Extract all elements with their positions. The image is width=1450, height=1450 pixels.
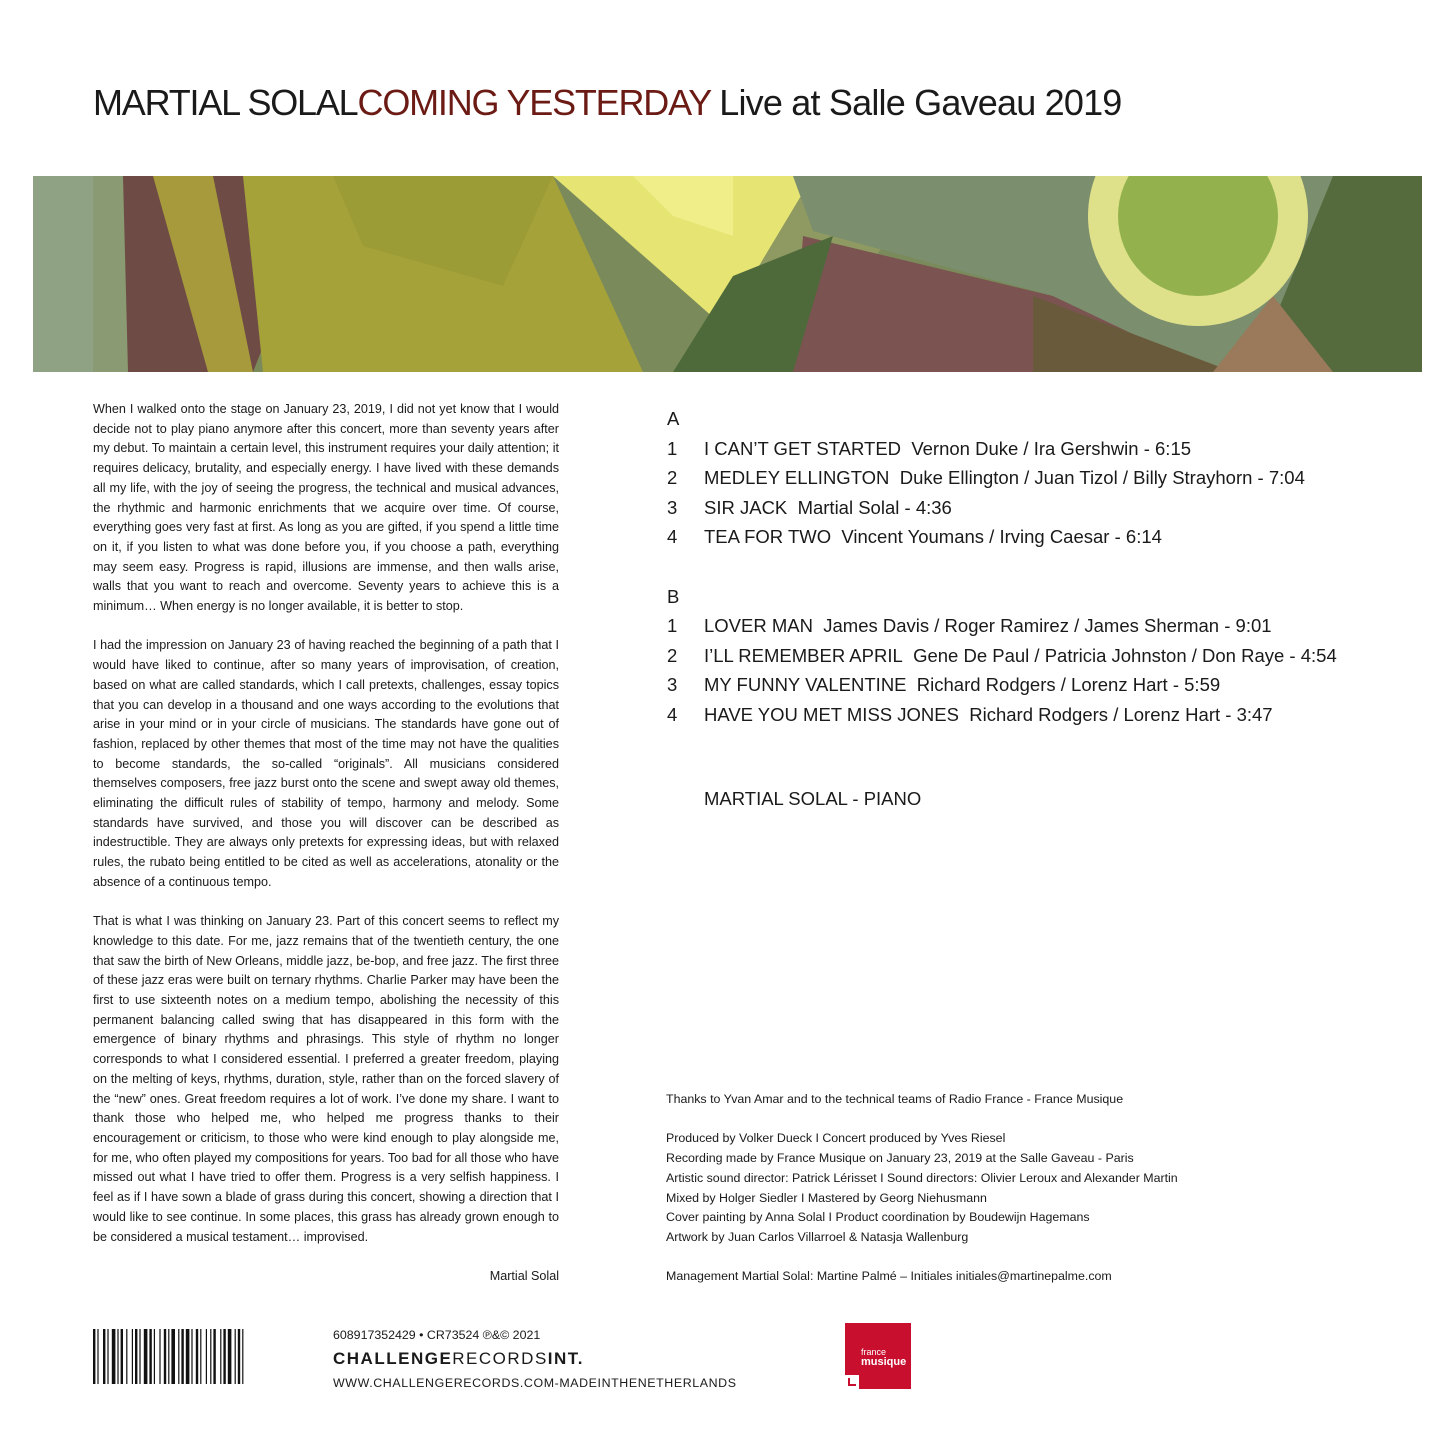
track-duration: 3:47	[1236, 703, 1273, 725]
barcode-bar	[213, 1329, 215, 1384]
side-a-label: A	[667, 408, 680, 429]
label-wordmark-part: CHALLENGE	[333, 1349, 453, 1368]
logo-text-bottom: musique	[861, 1356, 907, 1368]
track-number: 1	[667, 615, 678, 637]
track-title: I’LL REMEMBER APRIL	[704, 644, 903, 666]
credit-line: Artistic sound director: Patrick Lérisset I Sound directors: Olivier Leroux and Alexander Martin	[666, 1170, 1178, 1185]
liner-notes	[93, 400, 559, 1287]
track-duration: 4:54	[1300, 644, 1337, 666]
barcode-bar	[178, 1329, 179, 1384]
side-spacer	[667, 552, 1337, 582]
logo-text-top: france	[861, 1347, 887, 1357]
barcode-bar	[196, 1329, 198, 1384]
track-title: LOVER MAN	[704, 615, 813, 637]
track-duration: 7:04	[1268, 467, 1305, 489]
barcode-bar	[144, 1329, 148, 1384]
barcode-bar	[117, 1329, 118, 1384]
personnel: MARTIAL SOLAL - PIANO	[704, 788, 922, 809]
label-wordmark	[333, 1348, 737, 1370]
track-duration: 6:14	[1125, 526, 1162, 548]
track-a1: 1 I CAN’T GET STARTED Vernon Duke / Ira Gershwin - 6:15	[667, 434, 1337, 464]
album-title	[93, 82, 1122, 124]
barcode-bar	[200, 1329, 201, 1384]
barcode-bar	[238, 1329, 240, 1384]
barcode-bar	[149, 1329, 151, 1384]
thanks-line: Thanks to Yvan Amar and to the technical teams of Radio France - France Musique	[666, 1092, 1124, 1106]
track-composers: Gene De Paul / Patricia Johnston / Don Raye	[913, 644, 1285, 666]
track-title: HAVE YOU MET MISS JONES	[704, 703, 959, 725]
track-number: 4	[667, 703, 678, 725]
track-title: MEDLEY ELLINGTON	[704, 467, 890, 489]
track-duration: 4:36	[915, 496, 952, 518]
barcode-bar	[159, 1329, 160, 1384]
barcode-bar	[112, 1329, 116, 1384]
album-subtitle: Live at Salle Gaveau 2019	[719, 82, 1122, 123]
barcode-bar	[154, 1329, 155, 1384]
cover-painting-strip	[33, 176, 1422, 372]
track-composers: Vincent Youmans / Irving Caesar	[841, 526, 1110, 548]
track-b3: 3 MY FUNNY VALENTINE Richard Rodgers / Lorenz Hart - 5:59	[667, 670, 1337, 700]
track-a4: 4 TEA FOR TWO Vincent Youmans / Irving Caesar - 6:14	[667, 522, 1337, 552]
barcode-bar	[206, 1329, 207, 1384]
track-composers: Richard Rodgers / Lorenz Hart	[916, 674, 1168, 696]
label-website: WWW.CHALLENGERECORDS.COM-MADEINTHENETHERLANDS	[333, 1376, 737, 1390]
track-composers: Duke Ellington / Juan Tizol / Billy Strayhorn	[899, 467, 1253, 489]
credit-line: Artwork by Juan Carlos Villarroel & Natasja Wallenburg	[666, 1229, 969, 1244]
credit-line: Cover painting by Anna Solal I Product coordination by Boudewijn Hagemans	[666, 1210, 1090, 1225]
label-wordmark-part: INT.	[547, 1349, 585, 1368]
barcode-bar	[107, 1329, 108, 1384]
side-b-label: B	[667, 585, 680, 607]
track-number: 4	[667, 526, 678, 548]
barcode-bar	[220, 1329, 221, 1384]
barcode-bar	[93, 1329, 95, 1384]
track-b1: 1 LOVER MAN James Davis / Roger Ramirez / James Sherman - 9:01	[667, 611, 1337, 641]
track-duration: 5:59	[1184, 674, 1221, 696]
liner-notes-paragraph-3: That is what I was thinking on January 23. Part of this concert seems to reflect my knowledge to this date. For me, jazz remains that of the twentieth century, the one that saw the birth of New Orleans, middle jazz, be-bop, and free jazz. The first three of these jazz eras were built on ternary rhythms. Charlie Parker may have been the first to use sixteenth notes on a medium tempo, abolishing the necessity of this permanent balancing called swing that has disappeared in this form with the emergence of binary rhythms and phrasings. This style of rhythm no longer corresponds to what I considered essential. I preferred a greater freedom, playing on the melting of keys, rhythms, duration, style, rather than on the forced slavery of the “new” ones. Great freedom requires a lot of work. I’ve done my share. I want to thank those who helped me, who helped me progress thanks to their encouragement or criticism, to those who were kind enough to play alongside me, for me, who often played my compositions for years. Too bad for all those who have missed out what I have tried to offer them. Progress is a very selfish happiness. I feel as if I have sown a blade of grass during this concert, showing a direction that I would like to see continue. In some places, this grass has already grown enough to be considered a musical testament… improvised.	[93, 914, 559, 1244]
logo-bracket-icon	[845, 1375, 859, 1389]
barcode-bar	[132, 1329, 133, 1384]
track-number: 1	[667, 437, 678, 459]
credits-spacer	[666, 1248, 1178, 1268]
barcode-bar	[126, 1329, 127, 1384]
track-number: 3	[667, 674, 678, 696]
liner-notes-signature: Martial Solal	[489, 1268, 559, 1283]
track-duration: 6:15	[1155, 437, 1192, 459]
management-line: Management Martial Solal: Martine Palmé – Initiales initiales@martinepalme.com	[666, 1269, 1112, 1284]
barcode-bar	[139, 1329, 140, 1384]
track-b4: 4 HAVE YOU MET MISS JONES Richard Rodgers / Lorenz Hart - 3:47	[667, 700, 1337, 730]
artist-name: MARTIAL SOLAL	[93, 82, 358, 123]
credit-line: Recording made by France Musique on January 23, 2019 at the Salle Gaveau - Paris	[666, 1151, 1134, 1166]
credit-line: Produced by Volker Dueck I Concert produced by Yves Riesel	[666, 1131, 1006, 1146]
track-number: 2	[667, 467, 678, 489]
credits-spacer	[666, 1110, 1178, 1130]
barcode-bar	[228, 1329, 232, 1384]
track-composers: Martial Solal	[797, 496, 900, 518]
track-title: SIR JACK	[704, 496, 788, 518]
track-duration: 9:01	[1235, 615, 1272, 637]
barcode-bar	[186, 1329, 190, 1384]
barcode-bar	[168, 1329, 169, 1384]
liner-notes-paragraph-1: When I walked onto the stage on January 23, 2019, I did not yet know that I would decide not to play piano anymore after this concert, more than seventy years after my debut. To maintain a certain level, this instrument requires your daily attention; it requires delicacy, brutality, and especially energy. I have lived with these demands all my life, with the joy of seeing the progress, the technical and musical advances, the rhythmic and harmonic enrichments that we acquire over time. Of course, everything goes very fast at first. As long as you are gifted, if you spend a little time on it, if you listen to what was done before you, if you choose a path, everything may seem easy. Progress is rapid, illusions are immense, and then walls arise, walls that you want to reach and overcome. Seventy years to achieve this is a minimum… When energy is no longer available, it is better to stop.	[93, 402, 559, 614]
track-a2: 2 MEDLEY ELLINGTON Duke Ellington / Juan Tizol / Billy Strayhorn - 7:04	[667, 463, 1337, 493]
track-number: 3	[667, 496, 678, 518]
track-a3: 3 SIR JACK Martial Solal - 4:36	[667, 493, 1337, 523]
label-wordmark-part: RECORDS	[452, 1349, 548, 1368]
barcode-bar	[223, 1329, 225, 1384]
track-title: I CAN’T GET STARTED	[704, 437, 902, 459]
barcode-bar	[210, 1329, 211, 1384]
track-title: TEA FOR TWO	[704, 526, 832, 548]
catalog-number: 608917352429 • CR73524 ℗&© 2021	[333, 1328, 541, 1342]
barcode-bar	[242, 1329, 243, 1384]
track-number: 2	[667, 644, 678, 666]
record-label-info	[333, 1326, 737, 1392]
barcode-bar	[171, 1329, 175, 1384]
barcode-bar	[97, 1329, 98, 1384]
credit-line: Mixed by Holger Siedler I Mastered by Georg Niehusmann	[666, 1190, 987, 1205]
barcode-bar	[191, 1329, 192, 1384]
barcode-bar	[135, 1329, 137, 1384]
barcode-bar	[164, 1329, 166, 1384]
track-composers: Richard Rodgers / Lorenz Hart	[969, 703, 1221, 725]
album-name: COMING YESTERDAY	[357, 82, 711, 123]
barcode-bar	[121, 1329, 123, 1384]
track-composers: James Davis / Roger Ramirez / James Sherman	[823, 615, 1220, 637]
barcode-bar	[103, 1329, 105, 1384]
tracklist	[667, 404, 1337, 730]
france-musique-logo	[845, 1323, 911, 1389]
barcode-bar	[235, 1329, 236, 1384]
track-title: MY FUNNY VALENTINE	[704, 674, 907, 696]
production-credits	[666, 1090, 1178, 1287]
barcode	[93, 1329, 317, 1384]
track-b2: 2 I’LL REMEMBER APRIL Gene De Paul / Patricia Johnston / Don Raye - 4:54	[667, 641, 1337, 671]
liner-notes-paragraph-2: I had the impression on January 23 of having reached the beginning of a path that I would have liked to continue, after so many years of improvisation, of creation, based on what are called standards, which I call pretexts, challenges, essay topics that you can develop in a thousand and one ways according to the evolutions that arise in your mind or in your circle of musicians. The standards have gone out of fashion, replaced by other themes that most of the time may not have the qualities to become standards, the so-called “originals”. All musicians considered themselves composers, free jazz burst onto the scene and swept away old themes, eliminating the difficult rules of stability of tempo, harmony and melody. Some standards have survived, and those you will discover can be described as indestructible. They are always only pretexts for expressing ideas, but with relaxed rules, the rubato being entitled to be cited as well as accelerations, atonality or the absence of a continuous tempo.	[93, 638, 559, 889]
track-composers: Vernon Duke / Ira Gershwin	[911, 437, 1139, 459]
barcode-bar	[181, 1329, 183, 1384]
